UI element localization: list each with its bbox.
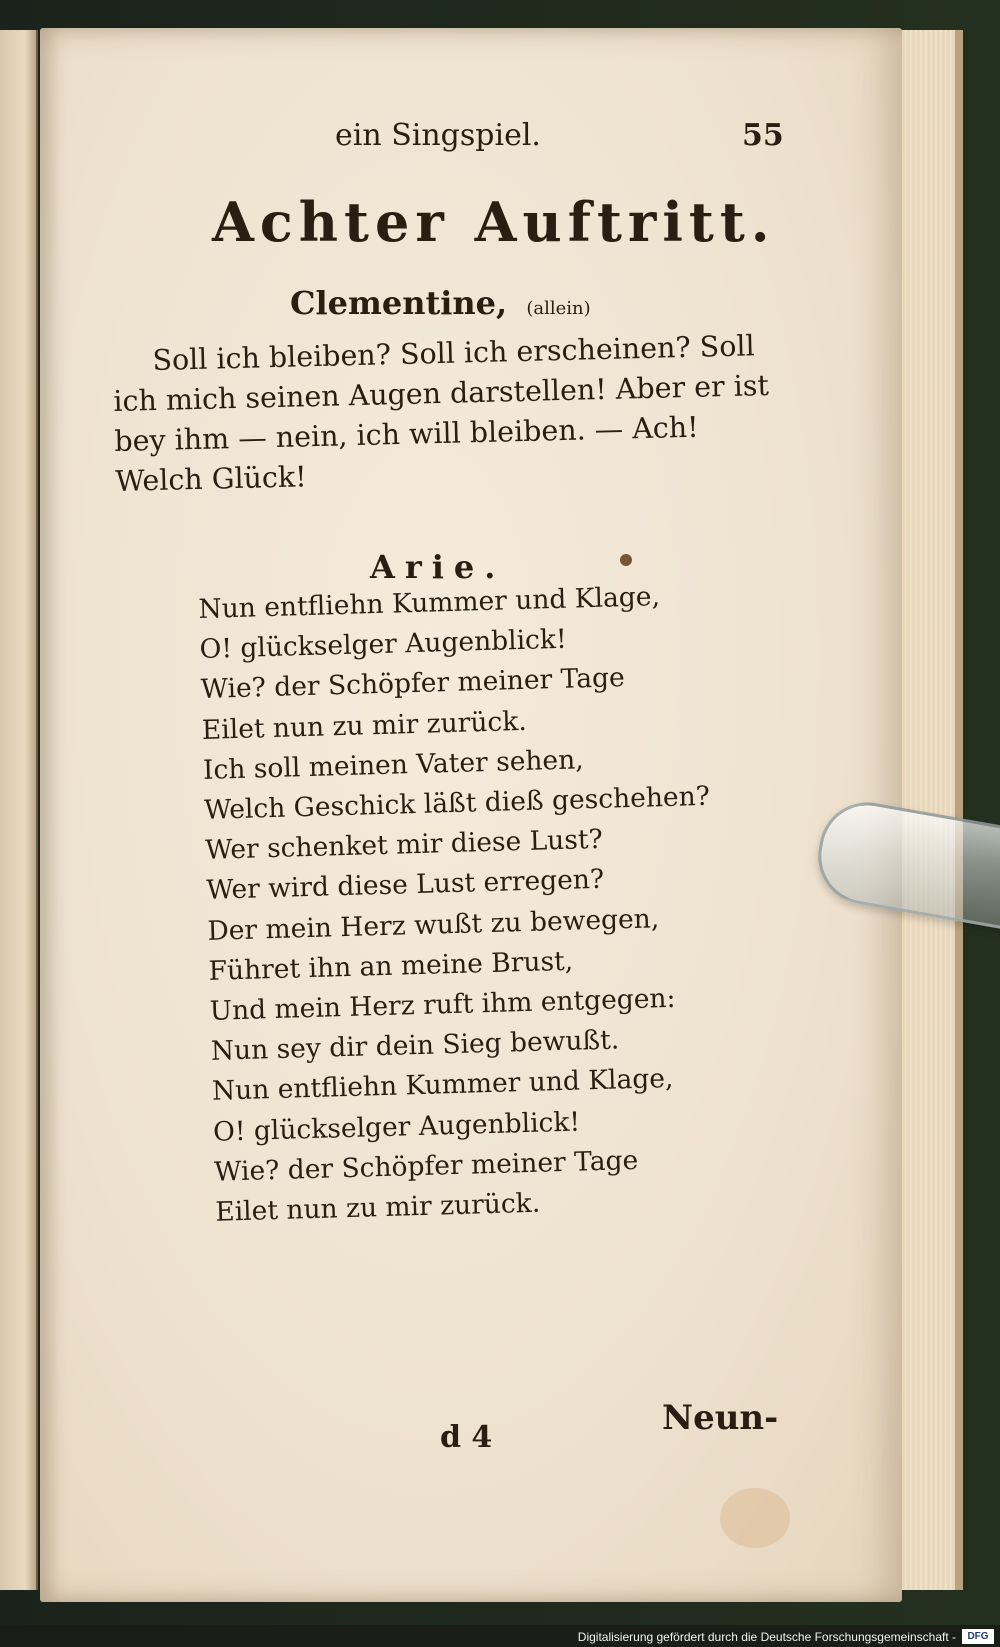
verse-line: Ich soll meinen Vater sehen, <box>202 744 585 786</box>
verse-line: Eilet nun zu mir zurück. <box>201 705 528 746</box>
aria-title: Arie. <box>370 548 506 586</box>
verse-line: Wie? der Schöpfer meiner Tage <box>213 1144 639 1188</box>
verse-line: Nun entfliehn Kummer und Klage, <box>198 581 661 625</box>
prose-line: bey ihm — nein, ich will bleiben. — Ach! <box>114 410 699 458</box>
scene-title: Achter Auftritt. <box>212 190 776 254</box>
footer-credit: Digitalisierung gefördert durch die Deutsche Forschungsgemeinschaft - <box>577 1630 956 1644</box>
verse-line: Welch Geschick läßt dieß geschehen? <box>203 780 711 826</box>
left-page-edge <box>0 30 38 1590</box>
prose-line: Welch Glück! <box>115 460 308 498</box>
prose-line: ich mich seinen Augen darstellen! Aber er ist <box>113 368 770 418</box>
dfg-logo-icon: DFG <box>962 1629 994 1644</box>
stage-direction: (allein) <box>526 298 591 319</box>
verse-line: Wer wird diese Lust erregen? <box>205 864 605 907</box>
verse-line: Nun entfliehn Kummer und Klage, <box>211 1063 674 1108</box>
verse-line: Eilet nun zu mir zurück. <box>214 1187 541 1228</box>
aria-verses <box>198 576 722 1233</box>
verse-line: Der mein Herz wußt zu bewegen, <box>207 902 660 947</box>
verse-line: O! glückselger Augenblick! <box>199 623 568 666</box>
verse-line: Nun sey dir dein Sieg bewußt. <box>210 1024 620 1068</box>
footer-bar <box>0 1625 1000 1647</box>
prose-line: Soll ich bleiben? Soll ich erscheinen? Soll <box>152 329 756 378</box>
verse-line: Wie? der Schöpfer meiner Tage <box>200 662 626 706</box>
paper-stain <box>720 1488 790 1548</box>
verse-line: O! glückselger Augenblick! <box>212 1106 581 1148</box>
signature-mark: d 4 <box>440 1420 493 1455</box>
page-stack-shadow <box>955 30 963 1590</box>
character-name: Clementine, <box>290 284 508 322</box>
page-number: 55 <box>742 118 784 153</box>
verse-line: Wer schenket mir diese Lust? <box>204 824 604 867</box>
ink-spot <box>620 554 632 566</box>
catchword: Neun- <box>662 1398 779 1438</box>
verse-line: Und mein Herz ruft ihm entgegen: <box>209 982 676 1027</box>
prose-paragraph <box>112 325 792 501</box>
verse-line: Führet ihn an meine Brust, <box>208 945 574 987</box>
running-head: ein Singspiel. <box>335 118 541 153</box>
character-heading <box>290 284 591 322</box>
